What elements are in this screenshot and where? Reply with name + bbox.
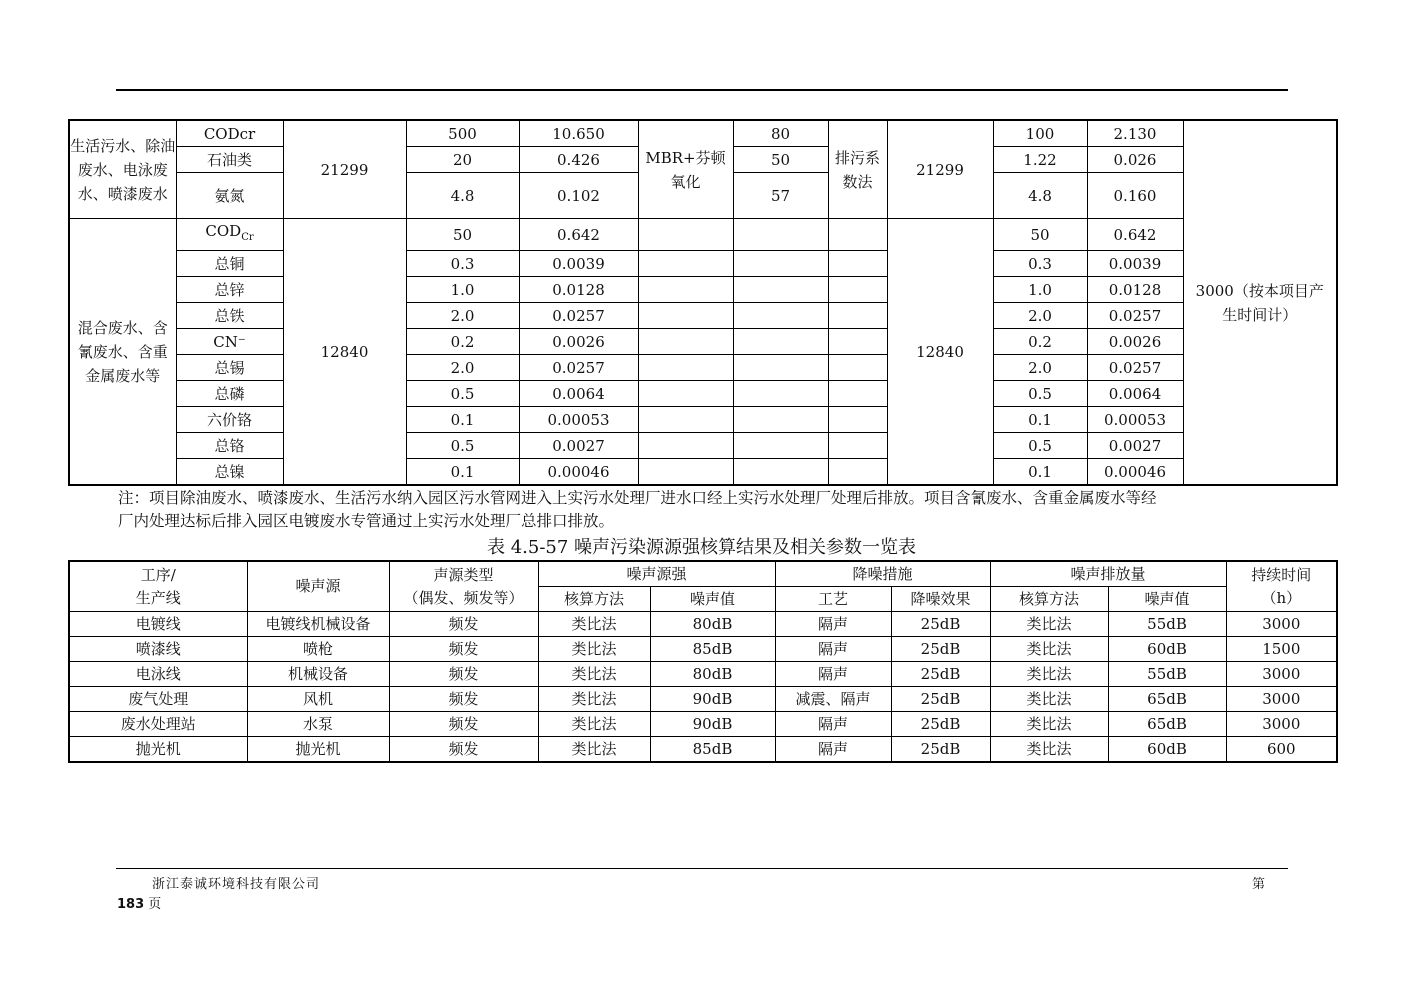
load-cell: 0.0257	[519, 355, 638, 381]
header-calc-method: 核算方法	[538, 587, 650, 612]
empty-cell	[828, 303, 887, 329]
out-conc-cell: 4.8	[993, 173, 1087, 219]
header-source: 噪声源	[247, 561, 389, 612]
header-noise-value: 噪声值	[650, 587, 775, 612]
out-load-cell: 0.00053	[1087, 407, 1183, 433]
noise-cell: 废水处理站	[69, 712, 247, 737]
noise-cell: 机械设备	[247, 662, 389, 687]
out-load-cell: 0.0257	[1087, 355, 1183, 381]
noise-cell: 1500	[1226, 637, 1337, 662]
out-conc-cell: 50	[993, 219, 1087, 251]
out-load-cell: 0.0027	[1087, 433, 1183, 459]
noise-cell: 60dB	[1108, 637, 1226, 662]
page-prefix: 第	[1252, 877, 1266, 892]
load-cell: 0.0128	[519, 277, 638, 303]
pollutant-cell: 总铜	[176, 251, 283, 277]
note-line-1: 注：项目除油废水、喷漆废水、生活污水纳入园区污水管网进入上实污水处理厂进水口经上实污水处理厂处理后排放。项目含氰废水、含重金属废水等经	[118, 489, 1157, 507]
load-cell: 0.0064	[519, 381, 638, 407]
out-load-cell: 0.00046	[1087, 459, 1183, 486]
noise-cell: 废气处理	[69, 687, 247, 712]
table-row	[69, 612, 1337, 637]
noise-cell: 55dB	[1108, 612, 1226, 637]
noise-cell: 25dB	[891, 687, 990, 712]
empty-cell	[828, 251, 887, 277]
pollutant-cell: 总铬	[176, 433, 283, 459]
noise-cell: 电镀线机械设备	[247, 612, 389, 637]
load-cell: 0.0257	[519, 303, 638, 329]
noise-cell: 25dB	[891, 712, 990, 737]
noise-cell: 频发	[389, 712, 538, 737]
empty-cell	[638, 277, 733, 303]
empty-cell	[733, 407, 828, 433]
wastewater-table	[68, 119, 1338, 486]
pollutant-cell: CODcr	[176, 120, 283, 147]
noise-cell: 频发	[389, 687, 538, 712]
empty-cell	[828, 381, 887, 407]
out-conc-cell: 0.2	[993, 329, 1087, 355]
noise-cell: 85dB	[650, 737, 775, 763]
table-row	[69, 433, 1337, 459]
conc-cell: 50	[406, 219, 519, 251]
noise-cell: 电泳线	[69, 662, 247, 687]
noise-cell: 3000	[1226, 612, 1337, 637]
load-cell: 0.642	[519, 219, 638, 251]
out-conc-cell: 0.5	[993, 433, 1087, 459]
noise-cell: 25dB	[891, 637, 990, 662]
noise-cell: 风机	[247, 687, 389, 712]
noise-cell: 90dB	[650, 712, 775, 737]
table-row	[69, 637, 1337, 662]
noise-cell: 类比法	[990, 662, 1108, 687]
header-emission: 噪声排放量	[990, 561, 1226, 587]
noise-cell: 85dB	[650, 637, 775, 662]
empty-cell	[638, 329, 733, 355]
conc-cell: 4.8	[406, 173, 519, 219]
out-load-cell: 2.130	[1087, 120, 1183, 147]
conc-cell: 0.3	[406, 251, 519, 277]
pollutant-cell: 总锡	[176, 355, 283, 381]
pollutant-cell: 总锌	[176, 277, 283, 303]
out-load-cell: 0.0064	[1087, 381, 1183, 407]
noise-cell: 类比法	[538, 612, 650, 637]
source-cell: 生活污水、除油废水、电泳废水、喷漆废水	[69, 120, 176, 219]
noise-cell: 喷枪	[247, 637, 389, 662]
header-process: 工序/ 生产线	[69, 561, 247, 612]
noise-cell: 60dB	[1108, 737, 1226, 763]
conc-cell: 0.5	[406, 433, 519, 459]
conc-cell: 2.0	[406, 303, 519, 329]
pollutant-cell: 总镍	[176, 459, 283, 486]
noise-cell: 90dB	[650, 687, 775, 712]
pollutant-cell: 六价铬	[176, 407, 283, 433]
table-row	[69, 251, 1337, 277]
pollutant-cell: CN⁻	[176, 329, 283, 355]
noise-cell: 3000	[1226, 662, 1337, 687]
conc-cell: 500	[406, 120, 519, 147]
efficiency-cell: 57	[733, 173, 828, 219]
noise-cell: 类比法	[990, 612, 1108, 637]
noise-cell: 类比法	[990, 712, 1108, 737]
noise-header	[69, 561, 1337, 612]
header-effect: 降噪效果	[891, 587, 990, 612]
out-load-cell: 0.0026	[1087, 329, 1183, 355]
table-row	[69, 120, 1337, 147]
note-line-2: 厂内处理达标后排入园区电镀废水专管通过上实污水处理厂总排口排放。	[118, 512, 615, 530]
noise-cell: 类比法	[990, 637, 1108, 662]
table-row	[69, 662, 1337, 687]
noise-cell: 类比法	[538, 712, 650, 737]
table-row	[69, 712, 1337, 737]
table-row	[69, 407, 1337, 433]
header-measures: 降噪措施	[775, 561, 990, 587]
noise-cell: 隔声	[775, 712, 891, 737]
conc-cell: 0.1	[406, 459, 519, 486]
header-duration: 持续时间 （h）	[1226, 561, 1337, 612]
noise-body	[69, 612, 1337, 763]
header-rule	[116, 89, 1288, 91]
out-load-cell: 0.0257	[1087, 303, 1183, 329]
load-cell: 0.426	[519, 147, 638, 173]
conc-cell: 1.0	[406, 277, 519, 303]
empty-cell	[638, 381, 733, 407]
out-conc-cell: 0.3	[993, 251, 1087, 277]
noise-cell: 600	[1226, 737, 1337, 763]
conc-cell: 20	[406, 147, 519, 173]
noise-cell: 80dB	[650, 662, 775, 687]
page-number: 183 页	[117, 897, 162, 912]
header-calc-method-2: 核算方法	[990, 587, 1108, 612]
noise-cell: 类比法	[538, 637, 650, 662]
volume-cell: 21299	[283, 120, 406, 219]
empty-cell	[733, 251, 828, 277]
table-caption: 表 4.5-57 噪声污染源源强核算结果及相关参数一览表	[486, 537, 917, 558]
noise-cell: 频发	[389, 637, 538, 662]
out-conc-cell: 1.0	[993, 277, 1087, 303]
table-row	[69, 329, 1337, 355]
noise-cell: 抛光机	[69, 737, 247, 763]
out-load-cell: 0.0128	[1087, 277, 1183, 303]
table-row	[69, 737, 1337, 763]
wastewater-body	[69, 120, 1337, 485]
pollutant-cell: 氨氮	[176, 173, 283, 219]
empty-cell	[733, 433, 828, 459]
noise-cell: 类比法	[538, 687, 650, 712]
table-row	[69, 687, 1337, 712]
header-noise-value-2: 噪声值	[1108, 587, 1226, 612]
empty-cell	[638, 433, 733, 459]
table-row	[69, 303, 1337, 329]
time-cell: 3000（按本项目产生时间计）	[1183, 120, 1337, 485]
load-cell: 0.0027	[519, 433, 638, 459]
noise-cell: 类比法	[990, 737, 1108, 763]
noise-cell: 类比法	[538, 662, 650, 687]
noise-cell: 频发	[389, 737, 538, 763]
out-conc-cell: 100	[993, 120, 1087, 147]
noise-cell: 喷漆线	[69, 637, 247, 662]
noise-cell: 类比法	[538, 737, 650, 763]
empty-cell	[733, 355, 828, 381]
load-cell: 0.102	[519, 173, 638, 219]
pollutant-cell: 总铁	[176, 303, 283, 329]
table-row	[69, 355, 1337, 381]
company-name: 浙江泰诚环境科技有限公司	[152, 877, 321, 892]
noise-cell: 隔声	[775, 662, 891, 687]
volume-cell: 12840	[283, 219, 406, 486]
table-row	[69, 459, 1337, 486]
noise-cell: 隔声	[775, 637, 891, 662]
noise-cell: 25dB	[891, 662, 990, 687]
pollutant-cell: $COD_{Cr}$	[176, 219, 283, 251]
process-cell: MBR+芬顿氧化	[638, 120, 733, 219]
empty-cell	[638, 407, 733, 433]
load-cell: 0.0039	[519, 251, 638, 277]
header-row	[69, 561, 1337, 587]
noise-cell: 55dB	[1108, 662, 1226, 687]
table-row	[69, 381, 1337, 407]
noise-cell: 25dB	[891, 737, 990, 763]
empty-cell	[828, 355, 887, 381]
noise-cell: 3000	[1226, 687, 1337, 712]
noise-cell: 频发	[389, 612, 538, 637]
empty-cell	[733, 329, 828, 355]
noise-table	[68, 560, 1338, 763]
empty-cell	[828, 329, 887, 355]
out-load-cell: 0.0039	[1087, 251, 1183, 277]
conc-cell: 2.0	[406, 355, 519, 381]
out-conc-cell: 0.5	[993, 381, 1087, 407]
conc-cell: 0.1	[406, 407, 519, 433]
empty-cell	[733, 459, 828, 486]
empty-cell	[828, 407, 887, 433]
noise-cell: 类比法	[990, 687, 1108, 712]
pollutant-cell: 石油类	[176, 147, 283, 173]
header-type: 声源类型 （偶发、频发等）	[389, 561, 538, 612]
load-cell: 0.00053	[519, 407, 638, 433]
empty-cell	[828, 459, 887, 486]
out-conc-cell: 1.22	[993, 147, 1087, 173]
out-conc-cell: 2.0	[993, 355, 1087, 381]
empty-cell	[638, 219, 733, 251]
out-conc-cell: 0.1	[993, 459, 1087, 486]
load-cell: 10.650	[519, 120, 638, 147]
load-cell: 0.0026	[519, 329, 638, 355]
empty-cell	[733, 277, 828, 303]
empty-cell	[638, 303, 733, 329]
out-load-cell: 0.160	[1087, 173, 1183, 219]
noise-cell: 65dB	[1108, 712, 1226, 737]
pollutant-cell: 总磷	[176, 381, 283, 407]
out-load-cell: 0.026	[1087, 147, 1183, 173]
noise-cell: 隔声	[775, 612, 891, 637]
empty-cell	[733, 381, 828, 407]
empty-cell	[638, 355, 733, 381]
efficiency-cell: 80	[733, 120, 828, 147]
noise-cell: 抛光机	[247, 737, 389, 763]
noise-cell: 隔声	[775, 737, 891, 763]
out-conc-cell: 0.1	[993, 407, 1087, 433]
empty-cell	[828, 277, 887, 303]
empty-cell	[733, 219, 828, 251]
empty-cell	[828, 219, 887, 251]
header-strength: 噪声源强	[538, 561, 775, 587]
header-craft: 工艺	[775, 587, 891, 612]
empty-cell	[733, 303, 828, 329]
noise-cell: 25dB	[891, 612, 990, 637]
noise-cell: 3000	[1226, 712, 1337, 737]
out-load-cell: 0.642	[1087, 219, 1183, 251]
out-conc-cell: 2.0	[993, 303, 1087, 329]
source-cell: 混合废水、含氰废水、含重金属废水等	[69, 219, 176, 486]
load-cell: 0.00046	[519, 459, 638, 486]
noise-cell: 频发	[389, 662, 538, 687]
method-cell: 排污系数法	[828, 120, 887, 219]
footer-rule	[116, 868, 1288, 869]
efficiency-cell: 50	[733, 147, 828, 173]
noise-cell: 电镀线	[69, 612, 247, 637]
conc-cell: 0.2	[406, 329, 519, 355]
empty-cell	[638, 459, 733, 486]
empty-cell	[638, 251, 733, 277]
table-row	[69, 277, 1337, 303]
empty-cell	[828, 433, 887, 459]
noise-cell: 80dB	[650, 612, 775, 637]
noise-cell: 减震、隔声	[775, 687, 891, 712]
noise-cell: 水泵	[247, 712, 389, 737]
noise-cell: 65dB	[1108, 687, 1226, 712]
out-volume-cell: 12840	[887, 219, 993, 486]
out-volume-cell: 21299	[887, 120, 993, 219]
conc-cell: 0.5	[406, 381, 519, 407]
table-row	[69, 219, 1337, 251]
